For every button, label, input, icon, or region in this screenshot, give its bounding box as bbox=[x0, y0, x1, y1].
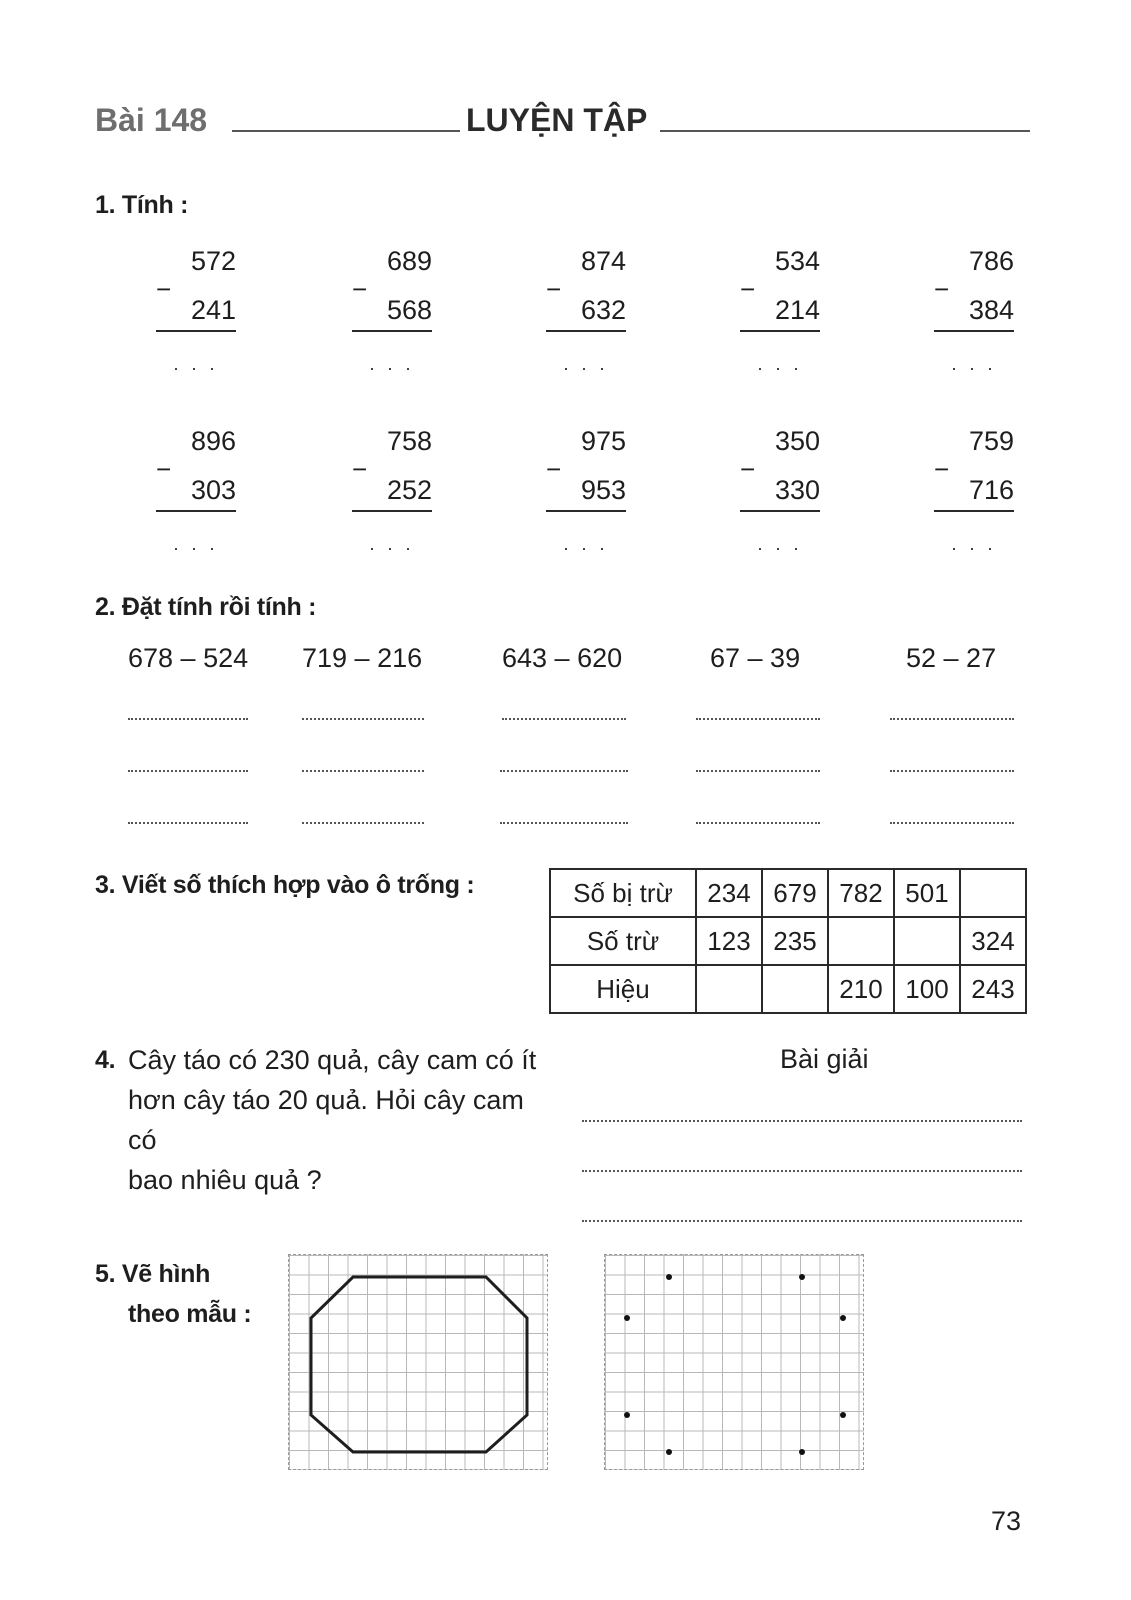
octagon-shape bbox=[289, 1255, 547, 1469]
solution-line[interactable] bbox=[582, 1220, 1022, 1222]
minuend: 689 bbox=[386, 246, 432, 276]
subtrahend: 953 bbox=[580, 475, 626, 505]
practice-grid[interactable] bbox=[604, 1254, 864, 1470]
minus-sign: − bbox=[934, 454, 950, 484]
answer-line[interactable] bbox=[890, 718, 1014, 720]
answer-line[interactable] bbox=[128, 822, 248, 824]
minuend: 759 bbox=[968, 426, 1014, 456]
expression: 719 – 216 bbox=[302, 643, 423, 673]
result-bar bbox=[156, 510, 236, 512]
guide-dot bbox=[666, 1449, 672, 1455]
result-bar bbox=[352, 330, 432, 332]
guide-dots bbox=[605, 1255, 863, 1469]
lesson-title: LUYỆN TẬP bbox=[466, 102, 648, 138]
guide-dot bbox=[624, 1315, 630, 1321]
guide-dot bbox=[666, 1274, 672, 1280]
result-bar bbox=[546, 330, 626, 332]
subtrahend: 384 bbox=[968, 295, 1014, 325]
exercise-4-problem bbox=[128, 1040, 558, 1200]
table-row bbox=[550, 917, 1026, 965]
answer-blank[interactable]: . . . bbox=[757, 534, 803, 554]
blank-cell[interactable] bbox=[696, 965, 762, 1013]
guide-dot bbox=[840, 1412, 846, 1418]
answer-line[interactable] bbox=[302, 822, 424, 824]
result-bar bbox=[546, 510, 626, 512]
exercise-5-title bbox=[95, 1254, 251, 1334]
result-bar bbox=[934, 510, 1014, 512]
guide-dot bbox=[799, 1274, 805, 1280]
answer-blank[interactable]: . . . bbox=[369, 354, 415, 374]
subtraction-problem bbox=[934, 246, 1014, 386]
minuend: 350 bbox=[774, 426, 820, 456]
table-row bbox=[550, 965, 1026, 1013]
guide-dot bbox=[624, 1412, 630, 1418]
answer-line[interactable] bbox=[502, 718, 626, 720]
expression: 52 – 27 bbox=[906, 643, 997, 673]
answer-blank[interactable]: . . . bbox=[173, 354, 219, 374]
table-cell: 243 bbox=[960, 965, 1026, 1013]
subtraction-table bbox=[549, 868, 1027, 1014]
table-cell: 782 bbox=[828, 869, 894, 917]
expression: 678 – 524 bbox=[128, 643, 249, 673]
subtraction-problem bbox=[546, 426, 626, 566]
guide-dot bbox=[799, 1449, 805, 1455]
answer-line[interactable] bbox=[128, 770, 248, 772]
answer-blank[interactable]: . . . bbox=[951, 354, 997, 374]
subtrahend: 632 bbox=[580, 295, 626, 325]
minuend: 786 bbox=[968, 246, 1014, 276]
answer-line[interactable] bbox=[500, 822, 628, 824]
guide-dot bbox=[840, 1315, 846, 1321]
answer-blank[interactable]: . . . bbox=[173, 534, 219, 554]
exercise-4-number: 4. bbox=[95, 1046, 116, 1074]
exercise-1-title: 1. Tính : bbox=[95, 191, 189, 219]
minus-sign: − bbox=[934, 274, 950, 304]
solution-label: Bài giải bbox=[780, 1044, 869, 1074]
answer-blank[interactable]: . . . bbox=[563, 354, 609, 374]
result-bar bbox=[156, 330, 236, 332]
answer-line[interactable] bbox=[128, 718, 248, 720]
problem-line: hơn cây táo 20 quả. Hỏi cây cam có bbox=[128, 1085, 524, 1155]
subtrahend: 568 bbox=[386, 295, 432, 325]
subtrahend: 252 bbox=[386, 475, 432, 505]
solution-line[interactable] bbox=[582, 1120, 1022, 1122]
minus-sign: − bbox=[740, 274, 756, 304]
answer-line[interactable] bbox=[500, 770, 628, 772]
solution-line[interactable] bbox=[582, 1170, 1022, 1172]
subtraction-problem bbox=[546, 246, 626, 386]
problem-line: Cây táo có 230 quả, cây cam có ít bbox=[128, 1045, 537, 1075]
minuend: 896 bbox=[190, 426, 236, 456]
subtraction-problem bbox=[934, 426, 1014, 566]
table-row bbox=[550, 869, 1026, 917]
answer-blank[interactable]: . . . bbox=[951, 534, 997, 554]
problem-line: bao nhiêu quả ? bbox=[128, 1165, 322, 1195]
exercise-3-title: 3. Viết số thích hợp vào ô trống : bbox=[95, 871, 475, 899]
answer-line[interactable] bbox=[696, 718, 820, 720]
answer-blank[interactable]: . . . bbox=[563, 534, 609, 554]
subtraction-problem bbox=[352, 426, 432, 566]
exercise-5-title-line: 5. Vẽ hình bbox=[95, 1260, 211, 1288]
minus-sign: − bbox=[546, 454, 562, 484]
table-cell: 100 bbox=[894, 965, 960, 1013]
exercise-2-title: 2. Đặt tính rồi tính : bbox=[95, 593, 317, 621]
answer-line[interactable] bbox=[696, 770, 820, 772]
answer-line[interactable] bbox=[696, 822, 820, 824]
minus-sign: − bbox=[352, 274, 368, 304]
subtrahend: 330 bbox=[774, 475, 820, 505]
answer-line[interactable] bbox=[890, 822, 1014, 824]
row-header: Hiệu bbox=[550, 965, 696, 1013]
table-cell: 501 bbox=[894, 869, 960, 917]
result-bar bbox=[934, 330, 1014, 332]
blank-cell[interactable] bbox=[828, 917, 894, 965]
table-cell: 324 bbox=[960, 917, 1026, 965]
minuend: 758 bbox=[386, 426, 432, 456]
answer-blank[interactable]: . . . bbox=[757, 354, 803, 374]
table-cell: 235 bbox=[762, 917, 828, 965]
blank-cell[interactable] bbox=[762, 965, 828, 1013]
subtraction-problem bbox=[352, 246, 432, 386]
table-cell: 123 bbox=[696, 917, 762, 965]
header-rule-left bbox=[232, 130, 460, 132]
subtraction-problem bbox=[156, 246, 236, 386]
minuend: 975 bbox=[580, 426, 626, 456]
subtraction-problem bbox=[740, 246, 820, 386]
lesson-number: Bài 148 bbox=[95, 102, 208, 138]
subtraction-problem bbox=[740, 426, 820, 566]
answer-blank[interactable]: . . . bbox=[369, 534, 415, 554]
subtrahend: 716 bbox=[968, 475, 1014, 505]
minus-sign: − bbox=[546, 274, 562, 304]
minus-sign: − bbox=[156, 454, 172, 484]
row-header: Số trừ bbox=[550, 917, 696, 965]
header-rule-right bbox=[660, 130, 1030, 132]
exercise-5-title-line: theo mẫu : bbox=[128, 1300, 252, 1328]
minus-sign: − bbox=[352, 454, 368, 484]
table-cell: 210 bbox=[828, 965, 894, 1013]
subtrahend: 214 bbox=[774, 295, 820, 325]
minuend: 874 bbox=[580, 246, 626, 276]
minus-sign: − bbox=[156, 274, 172, 304]
page-number: 73 bbox=[990, 1506, 1021, 1536]
result-bar bbox=[740, 330, 820, 332]
table-cell: 234 bbox=[696, 869, 762, 917]
subtraction-problem bbox=[156, 426, 236, 566]
subtrahend: 241 bbox=[190, 295, 236, 325]
answer-line[interactable] bbox=[302, 770, 424, 772]
result-bar bbox=[352, 510, 432, 512]
sample-grid bbox=[288, 1254, 548, 1470]
minus-sign: − bbox=[740, 454, 756, 484]
answer-line[interactable] bbox=[890, 770, 1014, 772]
table-cell: 679 bbox=[762, 869, 828, 917]
subtrahend: 303 bbox=[190, 475, 236, 505]
blank-cell[interactable] bbox=[960, 869, 1026, 917]
expression: 67 – 39 bbox=[710, 643, 801, 673]
expression: 643 – 620 bbox=[502, 643, 623, 673]
minuend: 534 bbox=[774, 246, 820, 276]
blank-cell[interactable] bbox=[894, 917, 960, 965]
result-bar bbox=[740, 510, 820, 512]
answer-line[interactable] bbox=[302, 718, 424, 720]
minuend: 572 bbox=[190, 246, 236, 276]
row-header: Số bị trừ bbox=[550, 869, 696, 917]
